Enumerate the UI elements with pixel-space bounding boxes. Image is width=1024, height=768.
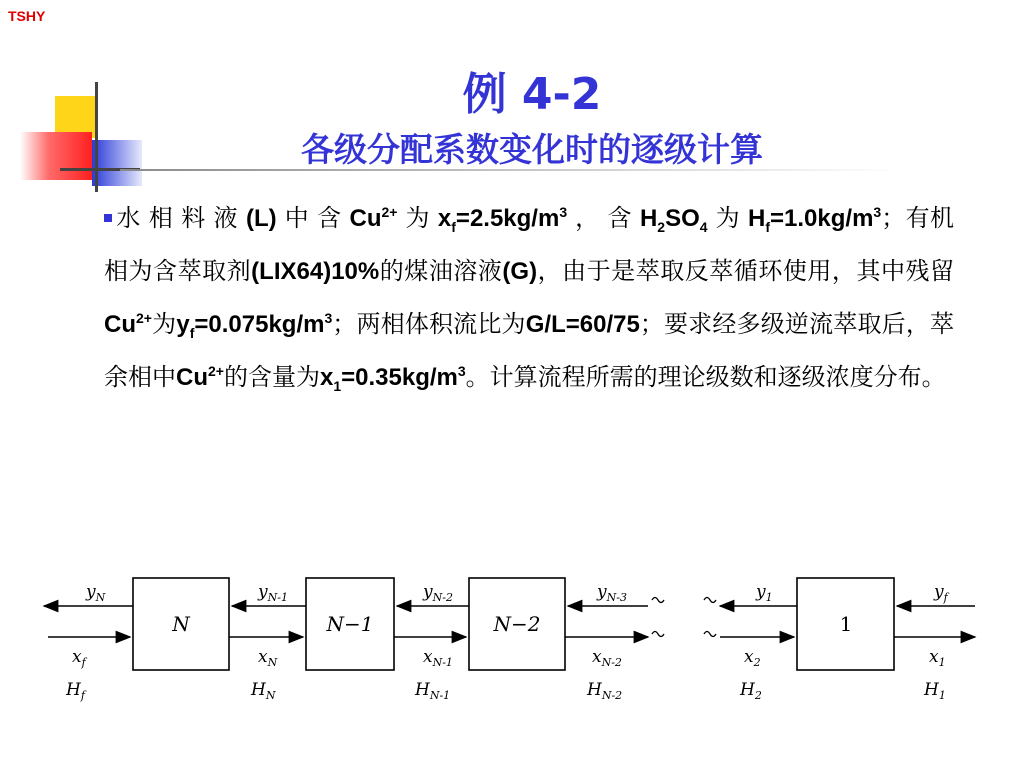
flow-label: $y_{N-2}$: [423, 582, 453, 604]
flow-label: $x_{N-2}$: [592, 647, 622, 669]
flow-label: $x_f$: [72, 647, 86, 669]
flow-label: $x_1$: [929, 647, 946, 669]
flow-label: $y_{N-1}$: [258, 582, 288, 604]
flow-label: $y_{N-3}$: [597, 582, 627, 604]
stage-label: N−1: [326, 612, 374, 636]
stage-label: 1: [839, 612, 853, 636]
problem-statement: 水 相 料 液 (L) 中 含 $Cu^{2+}$ 为 $x_f=2.5kg/m^3$ ， 含 $H_2SO_4$ 为 $H_f=1.0kg/m^3$；有机相为含萃取剂(LIX64)10%的煤油溶液(G)，由于是萃取反萃循环使用，其中残留$Cu^{2+}$为$y_f=0.075kg/m^3$；两相体积流比为G/L=60/75；要求经多级逆流萃取后，萃余相中$Cu^{2+}$的含量为$x_1=0.35kg/m^3$。计算流程所需的理论级数和逐级浓度分布。: [104, 204, 955, 394]
flow-label: $y_f$: [934, 582, 948, 604]
flow-label: $y_N$: [86, 582, 106, 604]
flow-label: $y_1$: [756, 582, 773, 604]
stage-label: N: [172, 612, 190, 636]
flow-label: $H_2$: [740, 680, 762, 702]
flow-label: $H_1$: [924, 680, 946, 702]
flow-label: $x_{N-1}$: [423, 647, 453, 669]
bullet-icon: [104, 214, 112, 222]
countercurrent-extraction-diagram: [0, 560, 1024, 710]
flow-label: $H_{N-1}$: [415, 680, 451, 702]
page-subtitle: 各级分配系数变化时的逐级计算: [301, 130, 763, 169]
flow-label: $x_N$: [258, 647, 278, 669]
page-title: 例 4-2: [462, 69, 602, 120]
stage-label: N−2: [493, 612, 541, 636]
flow-label: $x_2$: [744, 647, 761, 669]
flow-label: $H_N$: [251, 680, 276, 702]
flow-label: $H_f$: [66, 680, 85, 702]
flow-label: $H_{N-2}$: [587, 680, 623, 702]
brand-label: TSHY: [8, 8, 46, 24]
